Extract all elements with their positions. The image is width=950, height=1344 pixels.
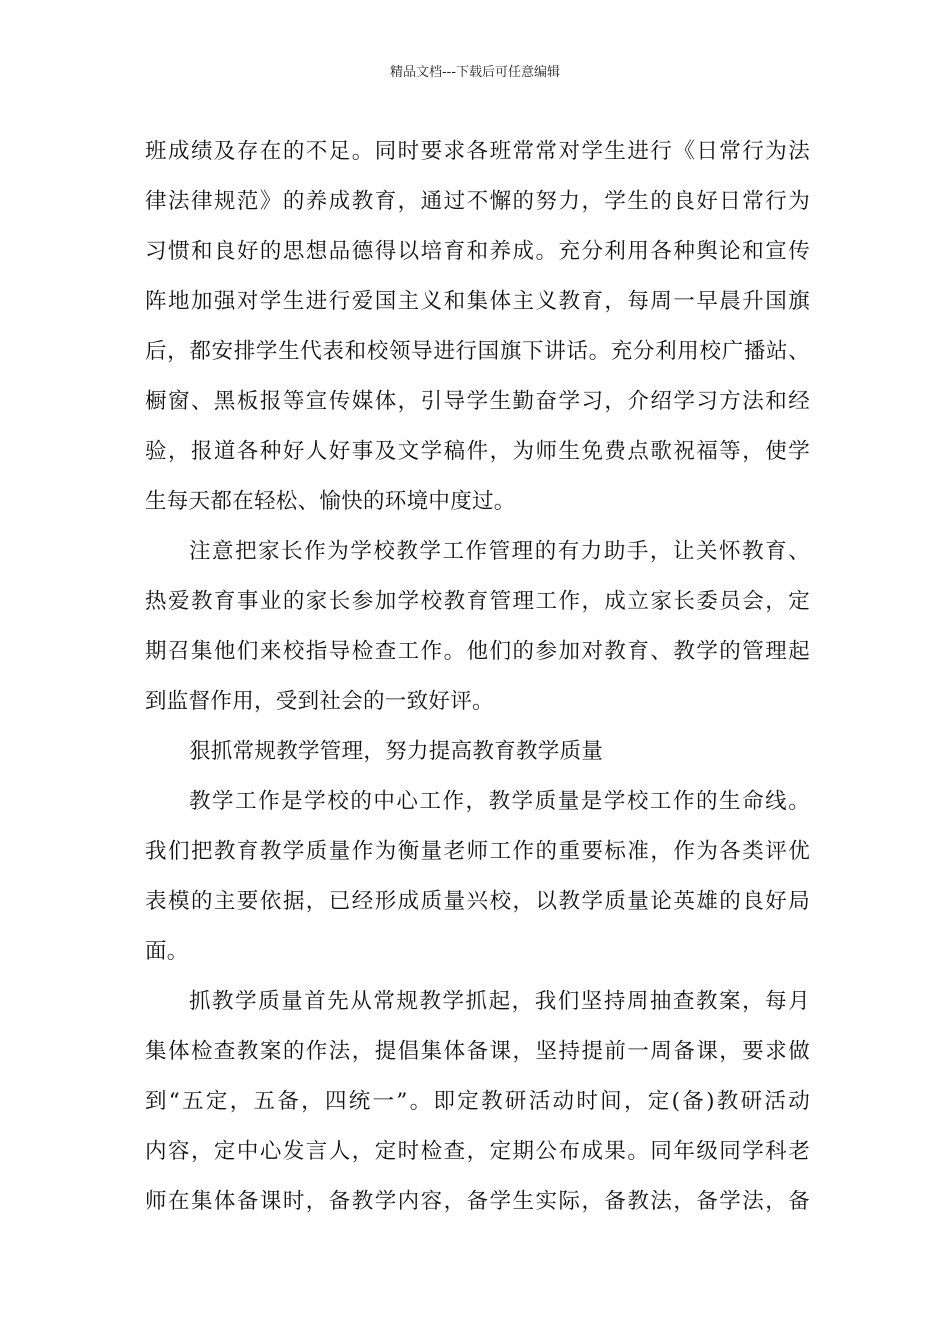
text-line: 内容，定中心发言人，定时检查，定期公布成果。同年级同学科老 (145, 1139, 810, 1164)
text-line: 面。 (145, 939, 189, 964)
text-line: 后，都安排学生代表和校领导进行国旗下讲话。充分利用校广播站、 (145, 339, 810, 364)
text-line: 我们把教育教学质量作为衡量老师工作的重要标准，作为各类评优 (145, 839, 810, 864)
text-line: 验，报道各种好人好事及文学稿件，为师生免费点歌祝福等，使学 (145, 439, 810, 464)
text-line: 热爱教育事业的家长参加学校教育管理工作，成立家长委员会，定 (145, 589, 810, 614)
document-body (145, 127, 810, 1227)
text-line: 阵地加强对学生进行爱国主义和集体主义教育，每周一早晨升国旗 (145, 289, 810, 314)
text-line: 班成绩及存在的不足。同时要求各班常常对学生进行《日常行为法 (145, 139, 810, 164)
page-header: 精品文档---下载后可任意编辑 (389, 65, 561, 80)
text-line: 狠抓常规教学管理，努力提高教育教学质量 (189, 739, 604, 764)
text-line: 教学工作是学校的中心工作，教学质量是学校工作的生命线。 (189, 789, 810, 814)
text-line: 期召集他们来校指导检查工作。他们的参加对教育、教学的管理起 (145, 639, 810, 664)
text-line: 到“五定，五备，四统一”。即定教研活动时间，定(备)教研活动 (145, 1089, 810, 1114)
text-line: 橱窗、黑板报等宣传媒体，引导学生勤奋学习，介绍学习方法和经 (145, 389, 810, 414)
text-line: 表模的主要依据，已经形成质量兴校，以教学质量论英雄的良好局 (145, 889, 810, 914)
text-line: 到监督作用，受到社会的一致好评。 (145, 689, 494, 714)
text-line: 注意把家长作为学校教学工作管理的有力助手，让关怀教育、 (189, 539, 810, 564)
text-line: 集体检查教案的作法，提倡集体备课，坚持提前一周备课，要求做 (145, 1039, 810, 1064)
text-line: 习惯和良好的思想品德得以培育和养成。充分利用各种舆论和宣传 (145, 239, 810, 264)
text-line: 律法律规范》的养成教育，通过不懈的努力，学生的良好日常行为 (145, 189, 810, 214)
text-line: 生每天都在轻松、愉快的环境中度过。 (145, 489, 516, 514)
text-line: 师在集体备课时，备教学内容，备学生实际，备教法，备学法，备 (145, 1189, 810, 1214)
text-line: 抓教学质量首先从常规教学抓起，我们坚持周抽查教案，每月 (189, 989, 810, 1014)
